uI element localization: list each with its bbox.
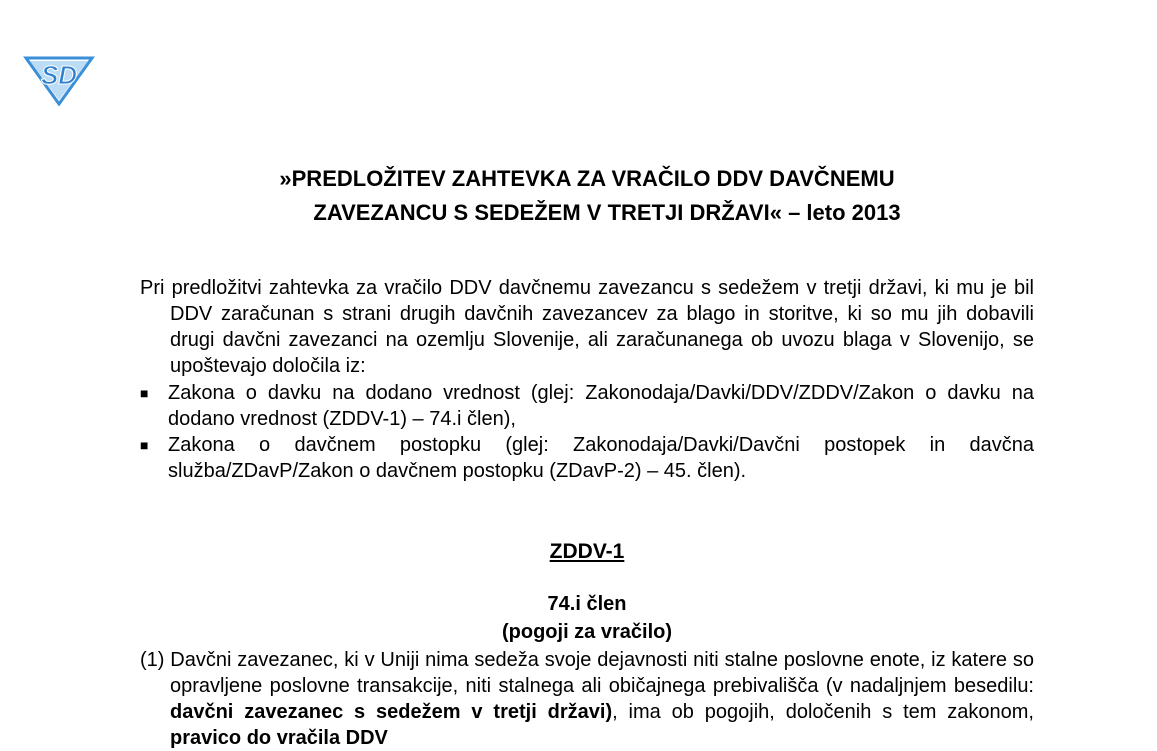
title-line-1: »PREDLOŽITEV ZAHTEVKA ZA VRAČILO DDV DAVČNEMU xyxy=(279,166,895,191)
sd-shield-logo-icon xyxy=(22,48,96,106)
bullet-text: Zakona o davčnem postopku (glej: Zakonodaja/Davki/Davčni postopek in davčna služba/ZDavP/Zakon o davčnem postopku (ZDavP-2) – 45. člen). xyxy=(168,434,1034,482)
logo-letters: SD xyxy=(40,60,78,90)
document-title xyxy=(140,162,1034,230)
paragraph-bold-1: davčni zavezanec s sedežem v tretji državi) xyxy=(170,701,613,723)
article-number: 74.i člen xyxy=(547,593,627,615)
section-heading: ZDDV-1 xyxy=(549,540,625,563)
list-item xyxy=(140,432,1034,484)
bullet-square-icon: ■ xyxy=(140,437,149,453)
bullet-square-icon: ■ xyxy=(140,385,149,401)
intro-text: Pri predložitvi zahtevka za vračilo DDV davčnemu zavezancu s sedežem v tretji državi, ki mu je bil DDV zaračunan s strani drugih davčnih zavezancev za blago in storitve, ki so mu jih dobavili drugi davčni zavezanci na ozemlju Slovenije, ali zaračunanega ob uvozu blaga v Slovenijo, se upoštevajo določila iz: xyxy=(140,277,1034,377)
article-paragraph-1 xyxy=(140,647,1034,751)
source-list xyxy=(140,380,1034,484)
title-line-2: ZAVEZANCU S SEDEŽEM V TRETJI DRŽAVI« – leto 2013 xyxy=(313,200,901,225)
article-heading xyxy=(140,590,1034,646)
list-item xyxy=(140,380,1034,432)
bullet-text: Zakona o davku na dodano vrednost (glej: Zakonodaja/Davki/DDV/ZDDV/Zakon o davku na dodano vrednost (ZDDV-1) – 74.i člen), xyxy=(168,382,1034,430)
paragraph-bold-2: pravico do vračila DDV xyxy=(170,727,388,749)
article-title: (pogoji za vračilo) xyxy=(501,621,673,643)
intro-paragraph xyxy=(140,275,1034,379)
paragraph-part-1: (1) Davčni zavezanec, ki v Uniji nima sedeža svoje dejavnosti niti stalne poslovne enote, iz katere so opravljene poslovne transakcije, niti stalnega ali običajnega prebivališča (v nadaljnjem besedilu: xyxy=(140,649,1034,697)
paragraph-part-2: , ima ob pogojih, določenih s tem zakonom, xyxy=(612,701,1034,723)
paragraph-text xyxy=(140,647,1034,751)
